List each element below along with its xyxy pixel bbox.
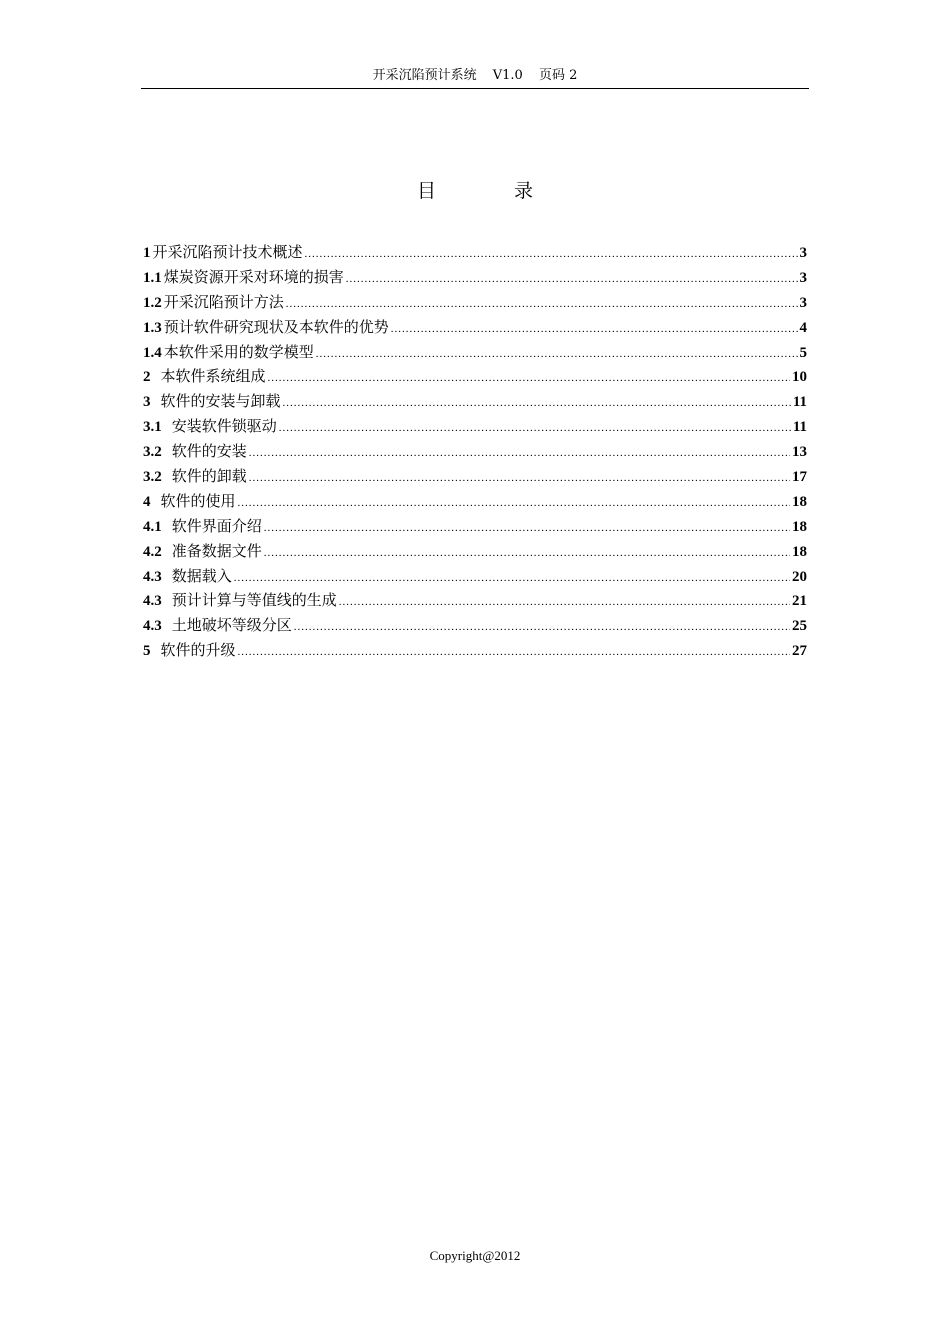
toc-dot-leader — [279, 416, 791, 441]
toc-entry-page: 21 — [792, 593, 807, 610]
page-footer: Copyright@2012 — [429, 1248, 521, 1263]
toc-entry[interactable] — [143, 439, 807, 464]
toc-dot-leader — [316, 342, 798, 367]
toc-dot-leader — [294, 615, 790, 640]
toc-dot-leader — [339, 590, 790, 615]
toc-dot-leader — [238, 640, 790, 665]
toc-entry[interactable] — [143, 290, 807, 315]
toc-entry[interactable] — [143, 514, 807, 539]
toc-entry-number: 1.3 — [143, 319, 162, 336]
header-page-label: 页码 2 — [538, 68, 578, 83]
toc-entry-page: 4 — [799, 319, 807, 336]
toc-entry-number: 5 — [143, 643, 151, 660]
toc-entry-number: 3.2 — [143, 444, 162, 461]
toc-entry-number: 3.1 — [143, 419, 162, 436]
toc-entry[interactable] — [143, 414, 807, 439]
toc-entry-title: 本软件采用的数学模型 — [163, 342, 314, 361]
toc-entry-page: 5 — [799, 344, 807, 361]
toc-entry-title: 软件界面介绍 — [171, 516, 262, 535]
toc-dot-leader — [305, 242, 798, 267]
toc-entry-title: 开采沉陷预计方法 — [163, 292, 284, 311]
toc-entry-number: 4.3 — [143, 593, 162, 610]
table-of-contents — [143, 240, 807, 663]
header-system-name: 开采沉陷预计系统 — [372, 68, 477, 83]
toc-entry-page: 25 — [792, 618, 807, 635]
toc-entry-title: 开采沉陷预计技术概述 — [152, 243, 303, 261]
toc-entry-page: 11 — [792, 394, 807, 411]
toc-dot-leader — [264, 541, 790, 566]
toc-entry-title: 软件的使用 — [160, 491, 236, 510]
toc-entry-page: 18 — [792, 493, 807, 510]
toc-entry[interactable] — [143, 240, 807, 265]
toc-dot-leader — [249, 466, 790, 491]
toc-dot-leader — [238, 491, 790, 516]
toc-title: 目 录 — [416, 180, 570, 202]
toc-entry-number: 3 — [143, 394, 151, 411]
toc-dot-leader — [346, 267, 798, 292]
toc-entry-number: 1.2 — [143, 294, 162, 311]
toc-entry-title: 软件的卸载 — [171, 467, 247, 486]
toc-entry-title: 安装软件锁驱动 — [171, 417, 277, 436]
toc-entry-number: 1.4 — [143, 344, 162, 361]
toc-entry-page: 10 — [792, 369, 807, 386]
toc-entry-page: 18 — [792, 518, 807, 535]
toc-entry-title: 准备数据文件 — [171, 541, 262, 560]
toc-entry-number: 1.1 — [143, 269, 162, 286]
toc-dot-leader — [283, 391, 791, 416]
toc-dot-leader — [391, 317, 798, 342]
toc-entry-page: 11 — [792, 419, 807, 436]
toc-entry-number: 4.1 — [143, 518, 162, 535]
toc-entry[interactable] — [143, 265, 807, 290]
toc-entry[interactable] — [143, 638, 807, 663]
toc-entry[interactable] — [143, 539, 807, 564]
toc-dot-leader — [264, 516, 790, 541]
toc-entry-number: 3.2 — [143, 469, 162, 486]
toc-entry[interactable] — [143, 564, 807, 589]
toc-entry-number: 4.3 — [143, 568, 162, 585]
toc-entry[interactable] — [143, 364, 807, 389]
toc-entry-title: 预计软件研究现状及本软件的优势 — [163, 317, 389, 336]
toc-entry-page: 3 — [799, 245, 807, 261]
toc-entry-title: 软件的安装 — [171, 442, 247, 461]
toc-entry-page: 3 — [799, 294, 807, 311]
toc-entry-page: 17 — [792, 469, 807, 486]
toc-dot-leader — [234, 566, 790, 591]
toc-entry[interactable] — [143, 340, 807, 365]
page-header — [141, 66, 809, 89]
toc-dot-leader — [286, 292, 798, 317]
toc-entry[interactable] — [143, 613, 807, 638]
toc-entry-title: 煤炭资源开采对环境的损害 — [163, 267, 344, 286]
toc-entry-page: 3 — [799, 269, 807, 286]
toc-entry[interactable] — [143, 315, 807, 340]
toc-entry-title: 软件的安装与卸载 — [160, 392, 281, 411]
toc-entry-number: 4 — [143, 493, 151, 510]
toc-entry[interactable] — [143, 489, 807, 514]
toc-entry-title: 本软件系统组成 — [160, 367, 266, 386]
toc-entry-number: 1 — [143, 245, 151, 261]
header-version: V1.0 — [492, 68, 523, 83]
toc-entry-title: 软件的升级 — [160, 641, 236, 660]
toc-entry-page: 20 — [792, 568, 807, 585]
toc-entry[interactable] — [143, 588, 807, 613]
toc-entry-title: 土地破坏等级分区 — [171, 616, 292, 635]
toc-entry[interactable] — [143, 389, 807, 414]
toc-entry-title: 数据载入 — [171, 566, 232, 585]
toc-entry-number: 4.2 — [143, 543, 162, 560]
toc-entry-page: 18 — [792, 543, 807, 560]
toc-entry-number: 2 — [143, 369, 151, 386]
toc-entry-number: 4.3 — [143, 618, 162, 635]
toc-entry-page: 13 — [792, 444, 807, 461]
toc-dot-leader — [249, 441, 790, 466]
toc-entry-page: 27 — [792, 643, 807, 660]
toc-entry-title: 预计计算与等值线的生成 — [171, 591, 337, 610]
toc-dot-leader — [268, 366, 790, 391]
toc-entry[interactable] — [143, 464, 807, 489]
